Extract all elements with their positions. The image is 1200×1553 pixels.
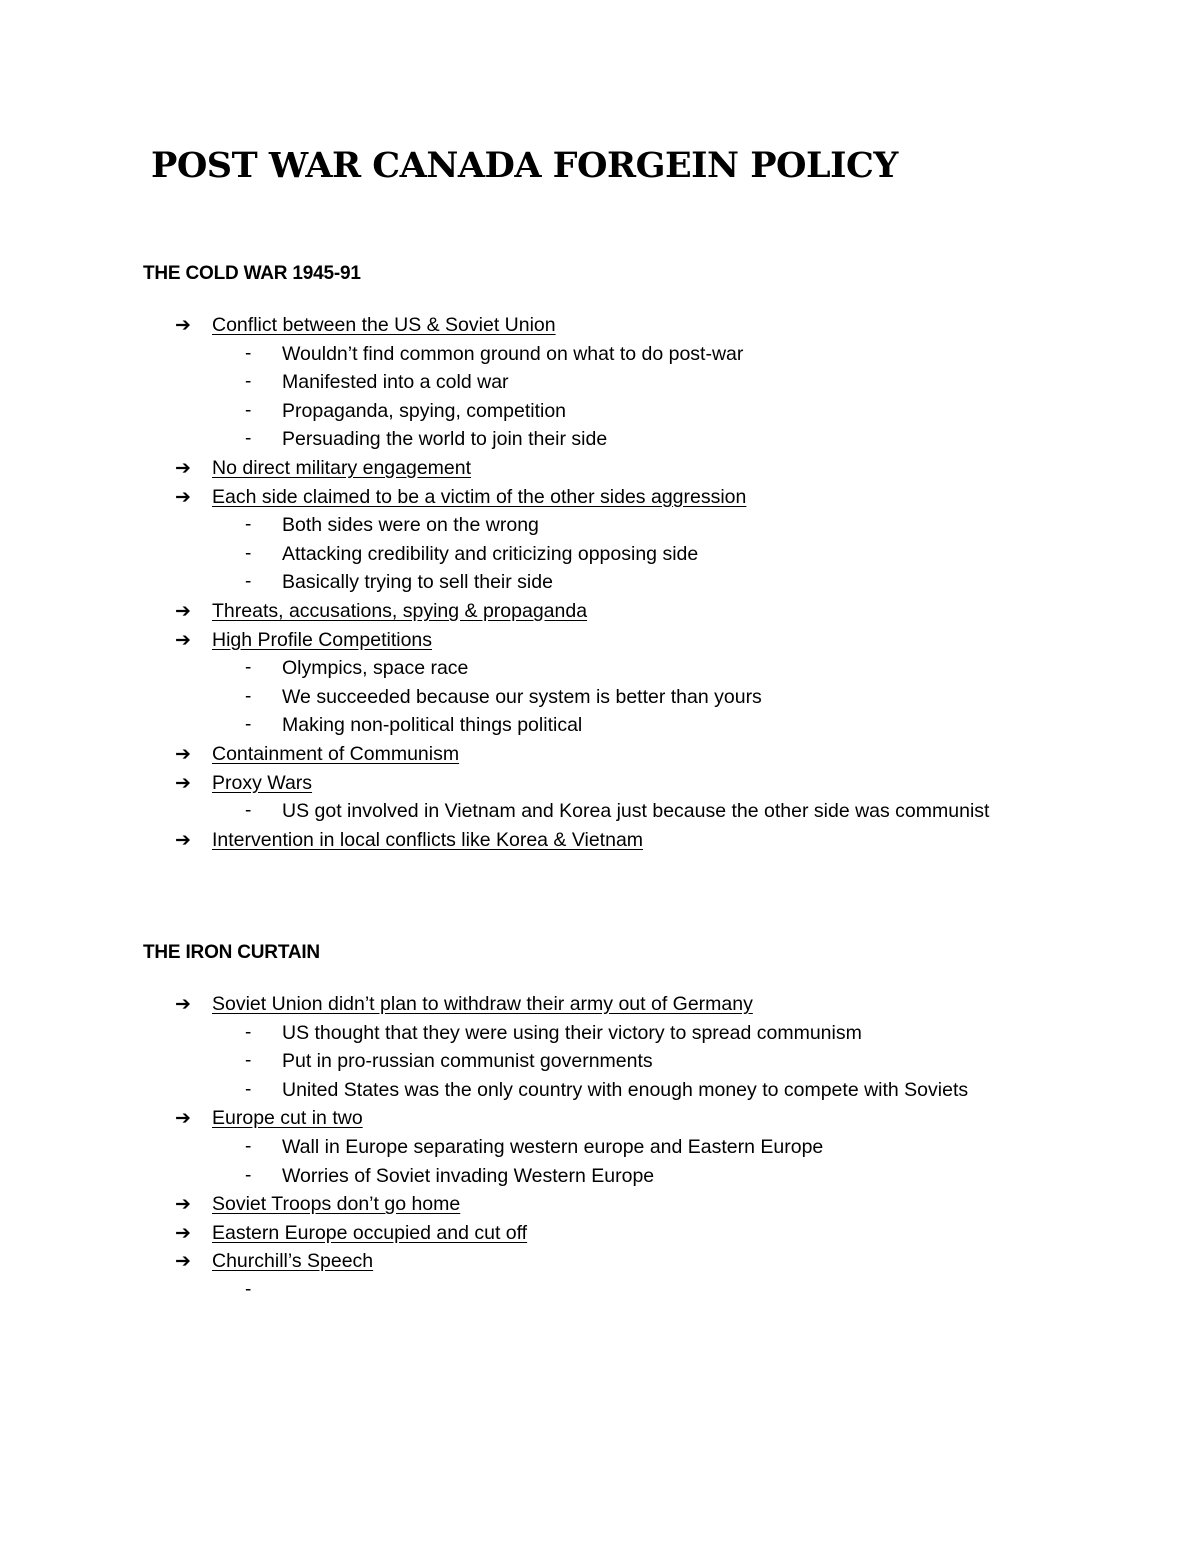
dash-icon: - (245, 399, 252, 421)
sub-bullet-item (0, 711, 1042, 740)
bullet-item (0, 1190, 1200, 1219)
sub-bullet-item (0, 511, 1042, 540)
sub-bullet-text: Manifested into a cold war (282, 371, 509, 394)
sub-bullet-item (0, 568, 1042, 597)
bullet-text: Soviet Union didn’t plan to withdraw their army out of Germany (212, 993, 753, 1015)
sub-bullet-text: US got involved in Vietnam and Korea just because the other side was communist (282, 800, 990, 823)
bullet-text: Churchill’s Speech (212, 1250, 374, 1273)
sub-bullet-item (0, 540, 1042, 569)
bullet-item (0, 1219, 1200, 1248)
sub-bullet-text: Worries of Soviet invading Western Europe (282, 1164, 655, 1187)
dash-icon: - (245, 1050, 252, 1072)
dash-icon: - (245, 371, 252, 393)
right-arrow-icon: ➔ (175, 485, 191, 508)
sub-bullet-list (212, 1133, 1200, 1190)
sub-bullet-item (0, 1076, 1042, 1105)
bullet-text: No direct military engagement (212, 456, 472, 479)
bullet-text: Conflict between the US & Soviet Union (212, 314, 556, 336)
sub-bullet-text: US thought that they were using their victory to spread communism (282, 1021, 862, 1044)
bullet-item (0, 454, 1200, 483)
sub-bullet-text: Basically trying to sell their side (282, 571, 553, 594)
bullet-text: Each side claimed to be a victim of the other sides aggression (212, 485, 747, 508)
section-heading: THE COLD WAR 1945-91 (143, 263, 361, 284)
sub-bullet-item (0, 654, 1042, 683)
sub-bullet-text: We succeeded because our system is better than yours (282, 685, 762, 708)
bullet-item (0, 1247, 1200, 1300)
right-arrow-icon: ➔ (175, 1221, 191, 1244)
sub-bullet-text: Both sides were on the wrong (282, 514, 539, 537)
bullet-list (0, 311, 1200, 854)
dash-icon: - (245, 428, 252, 450)
dash-icon: - (245, 1021, 252, 1043)
dash-icon: - (245, 1164, 252, 1186)
sub-bullet-item (0, 1133, 1042, 1162)
sub-bullet-item (0, 1019, 1042, 1048)
bullet-text: Containment of Communism (212, 742, 460, 765)
sub-bullet-list (212, 654, 1200, 740)
right-arrow-icon: ➔ (175, 742, 191, 765)
sub-bullet-item (0, 397, 1042, 426)
bullet-item (0, 990, 1200, 1104)
right-arrow-icon: ➔ (175, 628, 191, 651)
sub-bullet-list (212, 340, 1200, 454)
sub-bullet-list (212, 1019, 1200, 1105)
dash-icon: - (245, 685, 252, 707)
dash-icon: - (245, 542, 252, 564)
sub-bullet-text: Propaganda, spying, competition (282, 399, 567, 422)
sub-bullet-item (0, 683, 1042, 712)
sub-bullet-text: Wouldn’t find common ground on what to do post-war (282, 342, 744, 365)
sub-bullet-item (0, 797, 1042, 826)
bullet-item (0, 769, 1200, 826)
bullet-item (0, 483, 1200, 597)
right-arrow-icon: ➔ (175, 456, 191, 479)
right-arrow-icon: ➔ (175, 314, 191, 336)
sub-bullet-list (212, 797, 1200, 826)
sub-bullet-text: Wall in Europe separating western europe and Eastern Europe (282, 1135, 824, 1158)
sub-bullet-item (0, 368, 1042, 397)
right-arrow-icon: ➔ (175, 771, 191, 794)
section-iron-curtain (0, 938, 1200, 1300)
dash-icon: - (245, 1278, 252, 1300)
dash-icon: - (245, 514, 252, 536)
sub-bullet-item (0, 1162, 1042, 1191)
right-arrow-icon: ➔ (175, 1250, 191, 1273)
right-arrow-icon: ➔ (175, 1193, 191, 1216)
sub-bullet-item (0, 340, 1042, 369)
dash-icon: - (245, 1135, 252, 1157)
sub-bullet-item (0, 425, 1042, 454)
bullet-text: Intervention in local conflicts like Korea & Vietnam (212, 828, 644, 851)
dash-icon: - (245, 800, 252, 822)
bullet-item (0, 826, 1200, 855)
bullet-item (0, 1104, 1200, 1190)
sub-bullet-text: Attacking credibility and criticizing opposing side (282, 542, 699, 565)
dash-icon: - (245, 657, 252, 679)
section-heading: THE IRON CURTAIN (143, 942, 320, 963)
bullet-item (0, 597, 1200, 626)
right-arrow-icon: ➔ (175, 599, 191, 622)
sub-bullet-text: Making non-political things political (282, 714, 583, 737)
bullet-text: Proxy Wars (212, 771, 313, 794)
bullet-text: Soviet Troops don’t go home (212, 1193, 461, 1216)
right-arrow-icon: ➔ (175, 1107, 191, 1130)
bullet-text: Eastern Europe occupied and cut off (212, 1221, 528, 1244)
sub-bullet-item (0, 1047, 1042, 1076)
sub-bullet-text: Put in pro-russian communist governments (282, 1050, 653, 1073)
bullet-list (0, 990, 1200, 1300)
dash-icon: - (245, 1078, 252, 1100)
right-arrow-icon: ➔ (175, 993, 191, 1015)
bullet-item (0, 626, 1200, 740)
right-arrow-icon: ➔ (175, 828, 191, 851)
dash-icon: - (245, 342, 252, 364)
sub-bullet-list (212, 511, 1200, 597)
sub-bullet-text: Olympics, space race (282, 657, 469, 680)
document-title: POST WAR CANADA FORGEIN POLICY (151, 145, 898, 186)
bullet-text: Threats, accusations, spying & propaganda (212, 599, 588, 622)
sub-bullet-text: United States was the only country with enough money to compete with Soviets (282, 1078, 969, 1101)
bullet-text: Europe cut in two (212, 1107, 363, 1130)
dash-icon: - (245, 714, 252, 736)
dash-icon: - (245, 571, 252, 593)
sub-bullet-text: Persuading the world to join their side (282, 428, 608, 451)
section-cold-war (0, 259, 1200, 854)
bullet-item (0, 311, 1200, 454)
bullet-text: High Profile Competitions (212, 628, 433, 651)
bullet-item (0, 740, 1200, 769)
